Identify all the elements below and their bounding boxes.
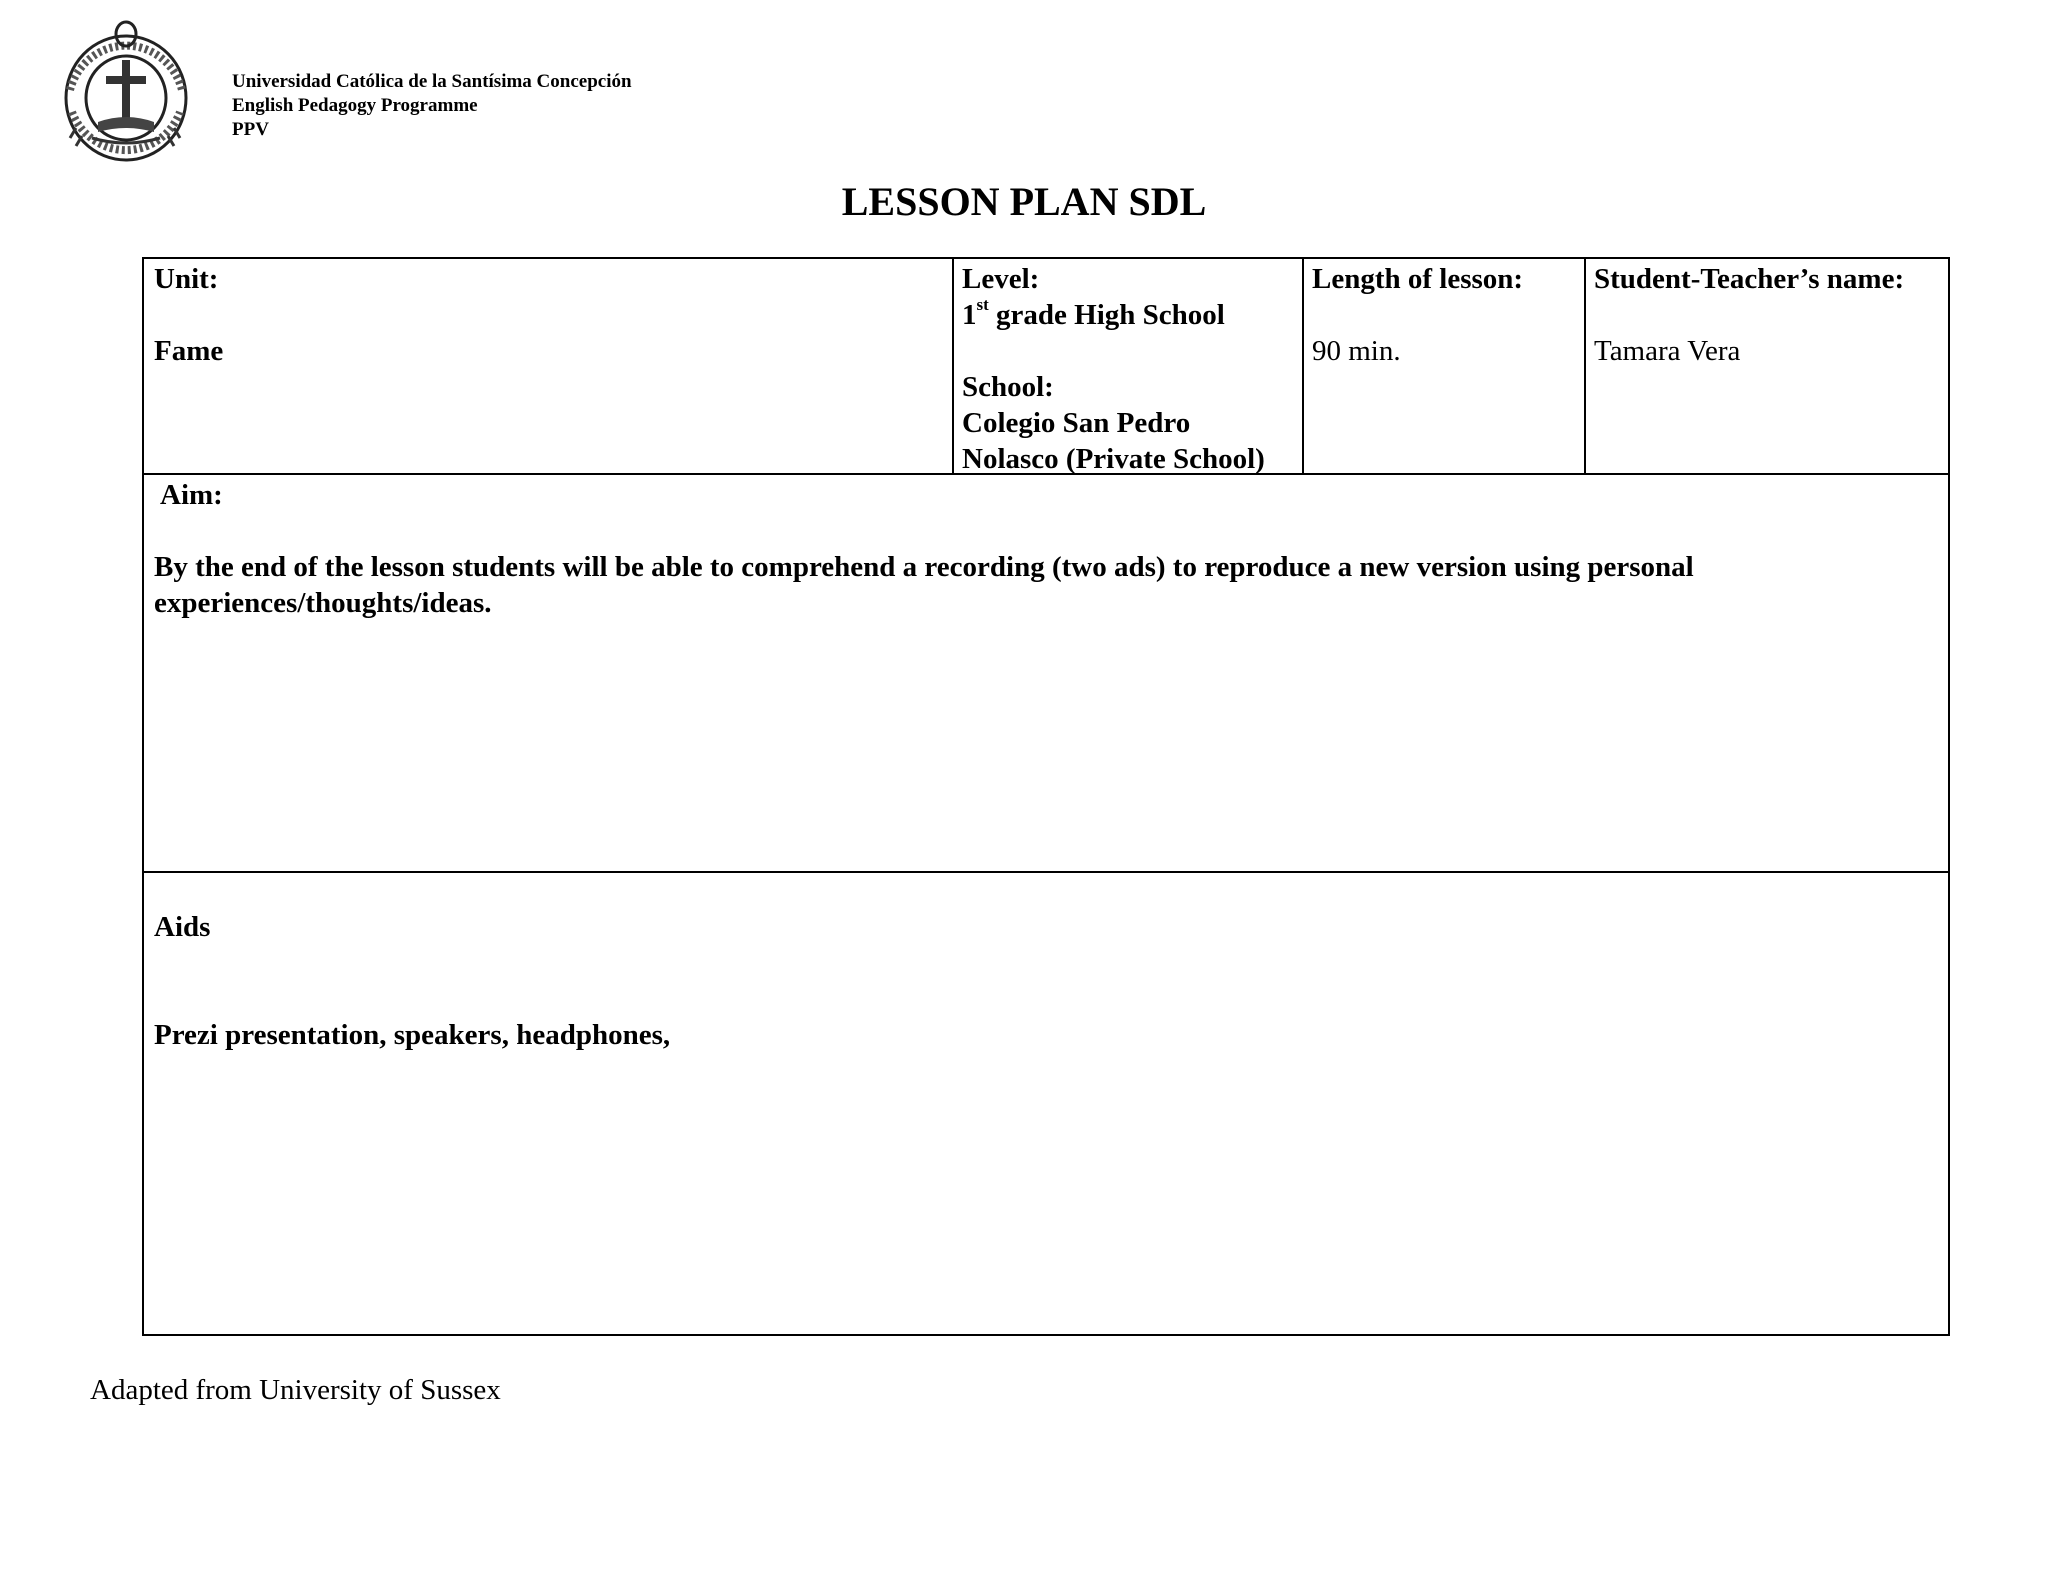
column-divider bbox=[952, 259, 954, 473]
teacher-label: Student-Teacher’s name: bbox=[1594, 263, 1905, 295]
school-label: School: bbox=[962, 371, 1054, 403]
aids-value: Prezi presentation, speakers, headphones, bbox=[154, 1019, 671, 1051]
unit-label: Unit: bbox=[154, 263, 219, 295]
school-line-2: Nolasco (Private School) bbox=[962, 443, 1265, 475]
lesson-plan-table bbox=[142, 257, 1950, 1336]
teacher-value: Tamara Vera bbox=[1594, 335, 1741, 367]
length-value: 90 min. bbox=[1312, 335, 1401, 367]
aids-label: Aids bbox=[154, 911, 211, 943]
level-value bbox=[962, 297, 1225, 333]
institution-header bbox=[232, 70, 632, 142]
programme-code: PPV bbox=[232, 119, 269, 140]
length-label: Length of lesson: bbox=[1312, 263, 1524, 295]
level-label: Level: bbox=[962, 263, 1040, 295]
document-title: LESSON PLAN SDL bbox=[841, 179, 1207, 224]
university-seal-logo bbox=[62, 20, 196, 166]
institution-name: Universidad Católica de la Santísima Concepción bbox=[232, 71, 632, 92]
column-divider bbox=[1584, 259, 1586, 473]
level-ordinal-suffix: st bbox=[976, 295, 989, 315]
column-divider bbox=[1302, 259, 1304, 473]
row-divider bbox=[144, 871, 1948, 873]
programme-name: English Pedagogy Programme bbox=[232, 95, 478, 116]
footer-credit: Adapted from University of Sussex bbox=[90, 1374, 501, 1406]
aim-label: Aim: bbox=[160, 479, 223, 511]
level-number: 1 bbox=[962, 299, 977, 331]
school-line-1: Colegio San Pedro bbox=[962, 407, 1191, 439]
aim-text-line-2: experiences/thoughts/ideas. bbox=[154, 587, 492, 619]
level-text: grade High School bbox=[988, 299, 1225, 331]
unit-value: Fame bbox=[154, 335, 224, 367]
aim-text-line-1: By the end of the lesson students will be able to comprehend a recording (two ads) to reproduce a new version using personal bbox=[154, 551, 1694, 583]
